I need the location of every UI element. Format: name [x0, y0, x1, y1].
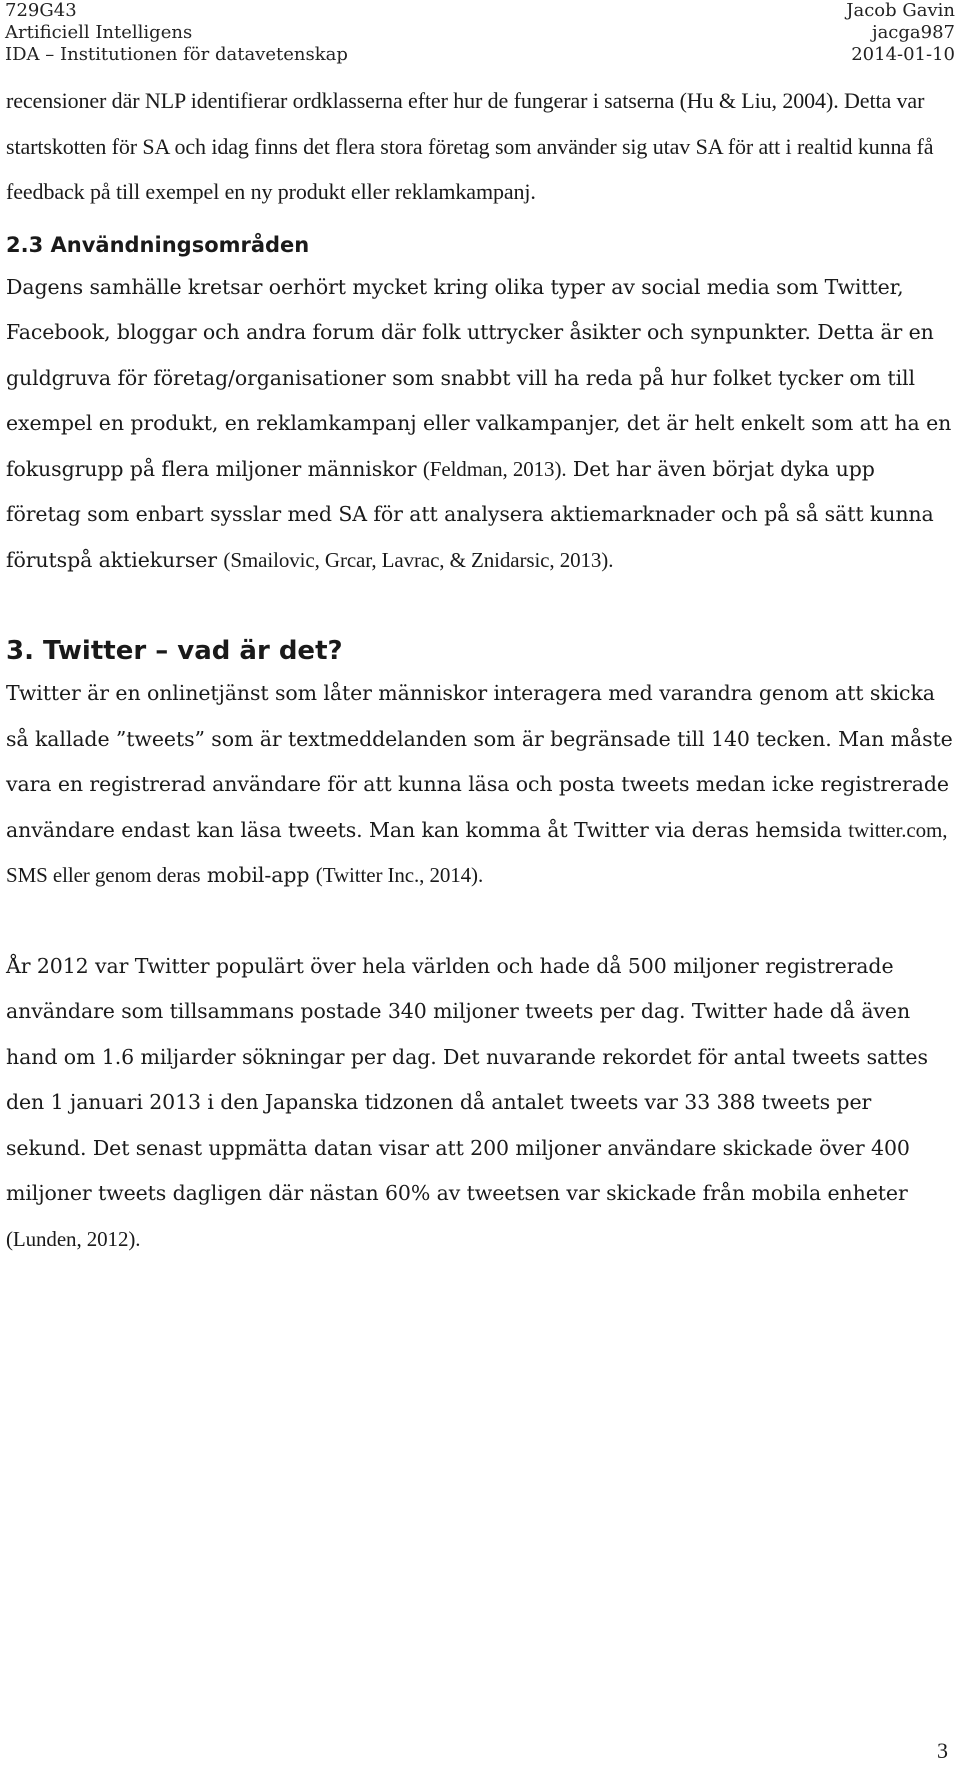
header-row-1 — [5, 0, 955, 22]
header-row-2 — [5, 22, 955, 44]
body-text: Twitter är en onlinetjänst som låter människor interagera med varandra genom att skicka så kallade ”tweets” som är textmeddelanden som är begränsade till 140 tecken. Man måste vara en registrerad användare för att kunna läsa och posta tweets medan icke registrerade användare endast kan läsa tweets. Man kan komma åt Twitter via deras hemsida — [6, 681, 953, 842]
body-text: Dagens samhälle kretsar oerhört mycket kring olika typer av social media som Twitter, Facebook, bloggar och andra forum där folk uttrycker åsikter och synpunkter. Detta är en guldgruva för företag/organisationer som snabbt vill ha reda på hur folket tycker om till exempel en produkt, en reklamkampanj eller valkampanjer, det är helt enkelt som att ha en fokusgrupp på flera miljoner människor — [6, 274, 952, 481]
header-row-3 — [5, 44, 955, 66]
intro-paragraph: recensioner där NLP identifierar ordklasserna efter hur de fungerar i satserna (Hu & Liu, 2004). Detta var startskotten för SA och idag finns det flera stora företag som använder sig utav SA för att i realtid kunna få feedback på till exempel en ny produkt eller reklamkampanj. — [6, 88, 934, 204]
citation: twitter.com, SMS eller genom deras — [6, 817, 948, 887]
citation: (Twitter Inc., 2014). — [315, 863, 484, 887]
section-2-3-paragraph — [6, 265, 954, 584]
document-date: 2014-01-10 — [851, 44, 955, 65]
document-body — [6, 78, 954, 1262]
body-text: År 2012 var Twitter populärt över hela världen och hade då 500 miljoner registrerade användare som tillsammans postade 340 miljoner tweets per dag. Twitter hade då även hand om 1.6 miljarder sökningar per dag. Det nuvarande rekordet för antal tweets sattes den 1 januari 2013 i den Japanska tidzonen då antalet tweets var 33 388 tweets per sekund. Det senast uppmätta datan visar att 200 miljoner användare skickade över 400 miljoner tweets dagligen där nästan 60% av tweetsen var skickade från mobila enheter — [6, 953, 928, 1205]
course-name: Artificiell Intelligens — [5, 22, 193, 43]
author-name: Jacob Gavin — [846, 0, 955, 21]
author-id: jacga987 — [871, 22, 955, 43]
body-text: Det har även börjat dyka upp företag som enbart sysslar med SA för att analysera aktiemarknader och på så sätt kunna förutspå aktiekurser — [6, 456, 934, 572]
section-heading-3: 3. Twitter – vad är det? — [6, 636, 343, 666]
citation: (Smailovic, Grcar, Lavrac, & Znidarsic, 2013). — [223, 547, 614, 572]
body-text: mobil-app — [200, 863, 316, 887]
section-heading-2-3: 2.3 Användningsområden — [6, 232, 310, 257]
course-code: 729G43 — [5, 0, 77, 21]
section-3-paragraph-2 — [6, 944, 954, 1263]
citation: (Lunden, 2012). — [6, 1226, 141, 1251]
section-3-paragraph-1 — [6, 671, 954, 899]
page-header — [5, 0, 955, 66]
page-number: 3 — [937, 1738, 948, 1763]
department: IDA – Institutionen för datavetenskap — [5, 44, 348, 65]
citation: (Feldman, 2013). — [422, 456, 567, 481]
